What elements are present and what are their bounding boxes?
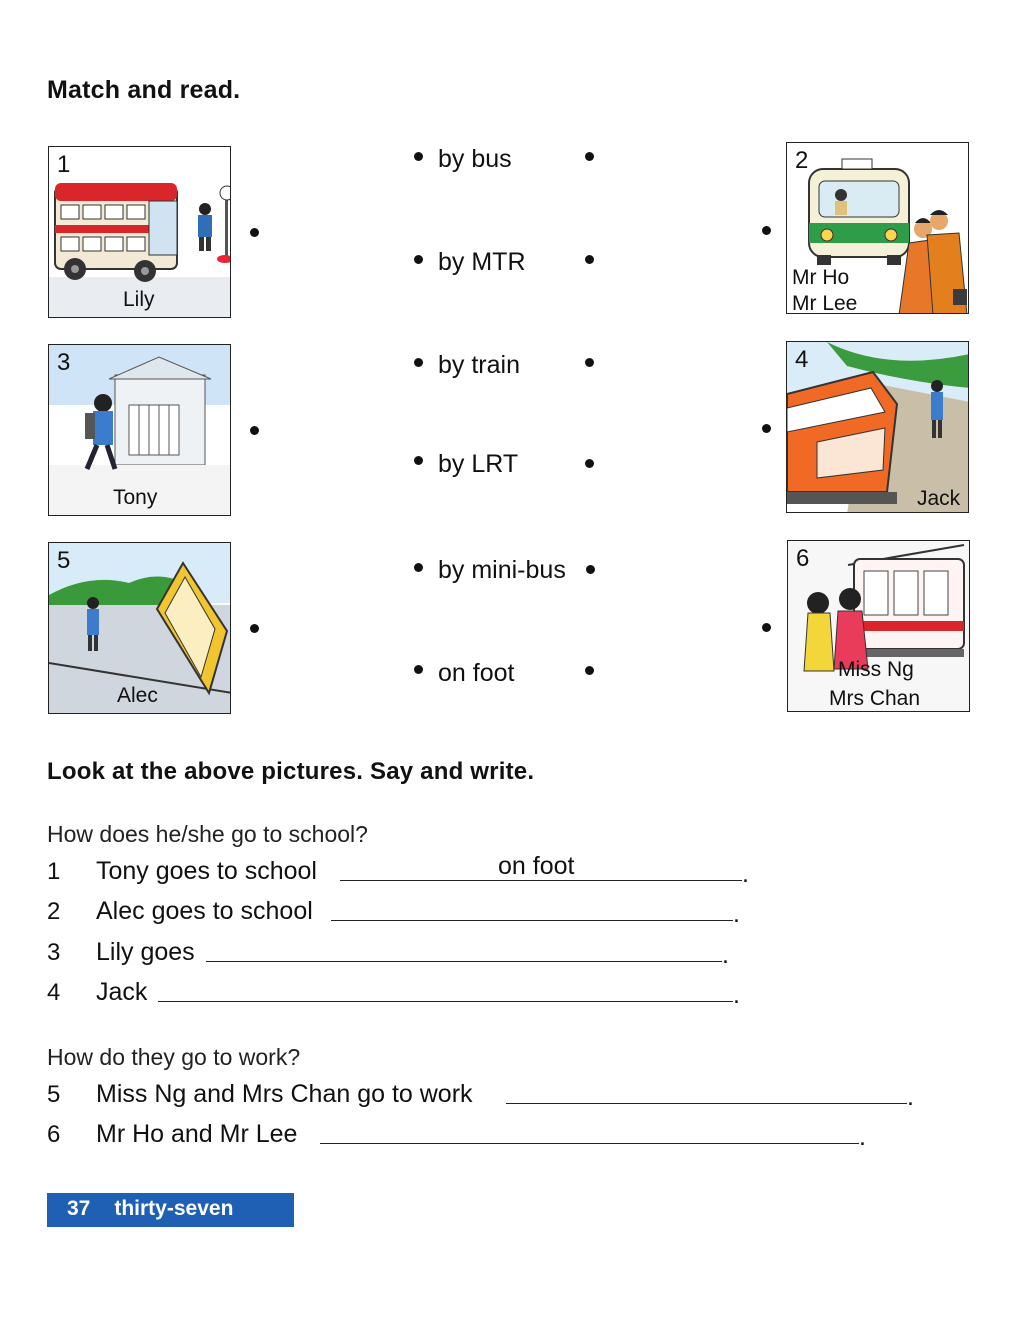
picture-4-train — [786, 341, 969, 513]
picture-number: 2 — [795, 147, 809, 174]
option-dot-left[interactable] — [414, 152, 423, 161]
question-text: Alec goes to school — [96, 897, 313, 925]
picture-caption: Tony — [113, 486, 158, 509]
option-by-lrt: by LRT — [438, 450, 519, 478]
option-dot-right[interactable] — [585, 459, 594, 468]
question-number: 2 — [47, 898, 61, 925]
answer-line[interactable] — [506, 1103, 907, 1104]
option-dot-left[interactable] — [414, 358, 423, 367]
picture-1-bus — [48, 146, 231, 318]
period: . — [859, 1123, 866, 1151]
picture-6-lrt — [787, 540, 970, 712]
picture-caption: Lily — [123, 288, 155, 311]
question-number: 1 — [47, 858, 61, 885]
picture-number: 1 — [57, 151, 71, 178]
section-title-say-write: Look at the above pictures. Say and write. — [47, 758, 535, 785]
question-text: Jack — [96, 978, 148, 1006]
picture-number: 3 — [57, 349, 71, 376]
picture-caption: Jack — [917, 487, 961, 510]
page-number: 37 — [67, 1197, 91, 1220]
option-dot-right[interactable] — [585, 152, 594, 161]
answer-line[interactable] — [158, 1001, 733, 1002]
page-number-word: thirty-seven — [114, 1197, 234, 1220]
question-text: Miss Ng and Mrs Chan go to work — [96, 1080, 473, 1108]
picture-5-mtr — [48, 542, 231, 714]
picture-2-minibus — [786, 142, 969, 314]
picture-caption: Alec — [117, 684, 158, 707]
picture-caption-line: Mrs Chan — [829, 687, 921, 710]
question-number: 5 — [47, 1081, 61, 1108]
option-on-foot: on foot — [438, 659, 515, 687]
match-dot-picture-1[interactable] — [250, 228, 259, 237]
match-dot-picture-5[interactable] — [250, 624, 259, 633]
answer-line[interactable] — [331, 920, 733, 921]
match-dot-picture-2[interactable] — [762, 226, 771, 235]
option-by-minibus: by mini-bus — [438, 556, 566, 584]
option-dot-right[interactable] — [585, 666, 594, 675]
option-dot-left[interactable] — [414, 563, 423, 572]
question-number: 4 — [47, 979, 61, 1006]
picture-3-walking — [48, 344, 231, 516]
option-dot-left[interactable] — [414, 665, 423, 674]
answer-text[interactable]: on foot — [498, 852, 575, 880]
page-number-tag — [47, 1193, 294, 1227]
picture-caption-line: Mr Ho — [792, 266, 850, 289]
question-text: Mr Ho and Mr Lee — [96, 1120, 298, 1148]
option-by-bus: by bus — [438, 145, 512, 173]
match-dot-picture-3[interactable] — [250, 426, 259, 435]
picture-caption-line: Mr Lee — [792, 292, 858, 314]
period: . — [733, 900, 740, 928]
match-dot-picture-4[interactable] — [762, 424, 771, 433]
option-dot-right[interactable] — [585, 358, 594, 367]
period: . — [907, 1083, 914, 1111]
answer-line[interactable] — [320, 1143, 859, 1144]
section-title-match: Match and read. — [47, 76, 241, 104]
question-number: 6 — [47, 1121, 61, 1148]
school-question-prompt: How does he/she go to school? — [47, 821, 368, 847]
option-by-mtr: by MTR — [438, 248, 526, 276]
option-by-train: by train — [438, 351, 520, 379]
picture-number: 6 — [796, 545, 810, 572]
option-dot-right[interactable] — [586, 565, 595, 574]
option-dot-left[interactable] — [414, 255, 423, 264]
period: . — [742, 860, 749, 888]
question-text: Lily goes — [96, 938, 195, 966]
period: . — [722, 941, 729, 969]
question-number: 3 — [47, 939, 61, 966]
answer-line[interactable] — [206, 961, 722, 962]
option-dot-right[interactable] — [585, 255, 594, 264]
period: . — [733, 981, 740, 1009]
picture-caption-line: Miss Ng — [838, 658, 914, 681]
picture-number: 4 — [795, 346, 809, 373]
picture-number: 5 — [57, 547, 71, 574]
match-dot-picture-6[interactable] — [762, 623, 771, 632]
option-dot-left[interactable] — [414, 456, 423, 465]
question-text: Tony goes to school — [96, 857, 317, 885]
work-question-prompt: How do they go to work? — [47, 1044, 301, 1070]
